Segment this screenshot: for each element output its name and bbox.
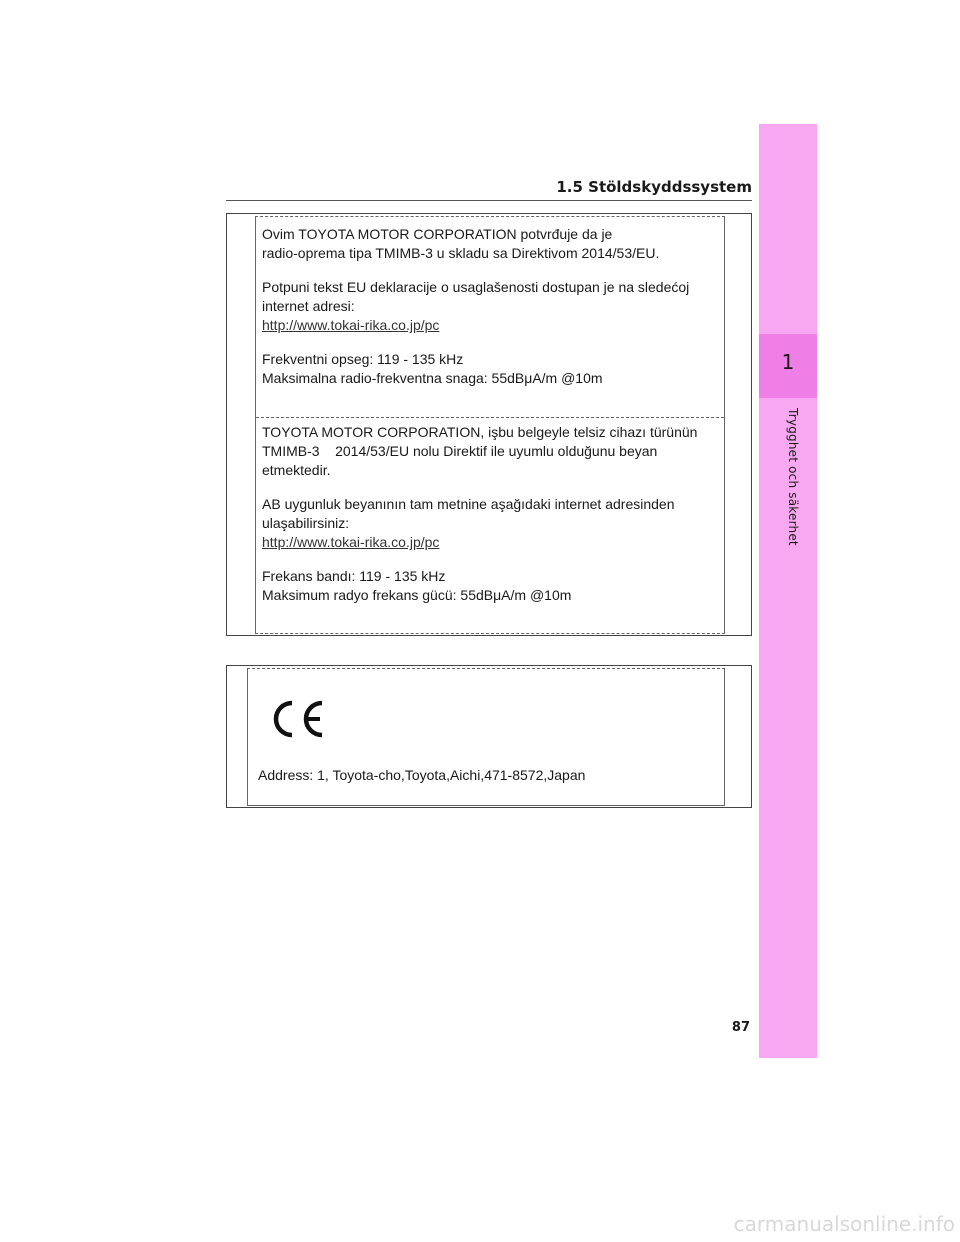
ce-notice-box xyxy=(226,665,752,808)
header-divider xyxy=(226,200,752,201)
chapter-number: 1 xyxy=(781,350,795,374)
text-line: TOYOTA MOTOR CORPORATION, işbu belgeyle telsiz cihazı türünün xyxy=(262,424,698,440)
text-line: Potpuni tekst EU deklaracije o usaglašenosti dostupan je na sledećoj xyxy=(262,279,690,295)
frequency-range: Frekventni opseg: 119 - 135 kHz xyxy=(262,351,464,367)
ce-mark-icon xyxy=(266,699,328,739)
compliance-notice-box xyxy=(226,213,752,636)
text-line: ulaşabilirsiniz: xyxy=(262,515,350,531)
page-number: 87 xyxy=(731,1020,750,1035)
text-line: AB uygunluk beyanının tam metnine aşağıdaki internet adresinden xyxy=(262,496,675,512)
text-line: internet adresi: xyxy=(262,298,355,314)
declaration-url[interactable]: http://www.tokai-rika.co.jp/pc xyxy=(262,534,440,550)
declaration-url[interactable]: http://www.tokai-rika.co.jp/pc xyxy=(262,317,440,333)
ce-label xyxy=(247,668,725,806)
chapter-label: Trygghet och säkerhet xyxy=(786,408,800,546)
turkish-declaration xyxy=(262,423,712,620)
text-line: etmektedir. xyxy=(262,462,331,478)
text-line: Ovim TOYOTA MOTOR CORPORATION potvrđuje da je xyxy=(262,226,613,242)
language-divider xyxy=(256,417,724,418)
section-title: 1.5 Stöldskyddssystem xyxy=(556,178,752,196)
chapter-tab xyxy=(759,124,817,1058)
serbian-declaration xyxy=(262,225,712,403)
text-line: TMIMB-3 2014/53/EU nolu Direktif ile uyumlu olduğunu beyan xyxy=(262,443,658,459)
manufacturer-address: Address: 1, Toyota-cho,Toyota,Aichi,471-8572,Japan xyxy=(258,767,586,783)
max-power: Maksimalna radio-frekventna snaga: 55dBμA/m @10m xyxy=(262,370,603,386)
text-line: radio-oprema tipa TMIMB-3 u skladu sa Direktivom 2014/53/EU. xyxy=(262,245,660,261)
watermark: carmanualsonline.info xyxy=(733,1212,955,1236)
notice-label xyxy=(255,216,725,634)
max-power: Maksimum radyo frekans gücü: 55dBμA/m @10m xyxy=(262,587,572,603)
frequency-range: Frekans bandı: 119 - 135 kHz xyxy=(262,568,446,584)
